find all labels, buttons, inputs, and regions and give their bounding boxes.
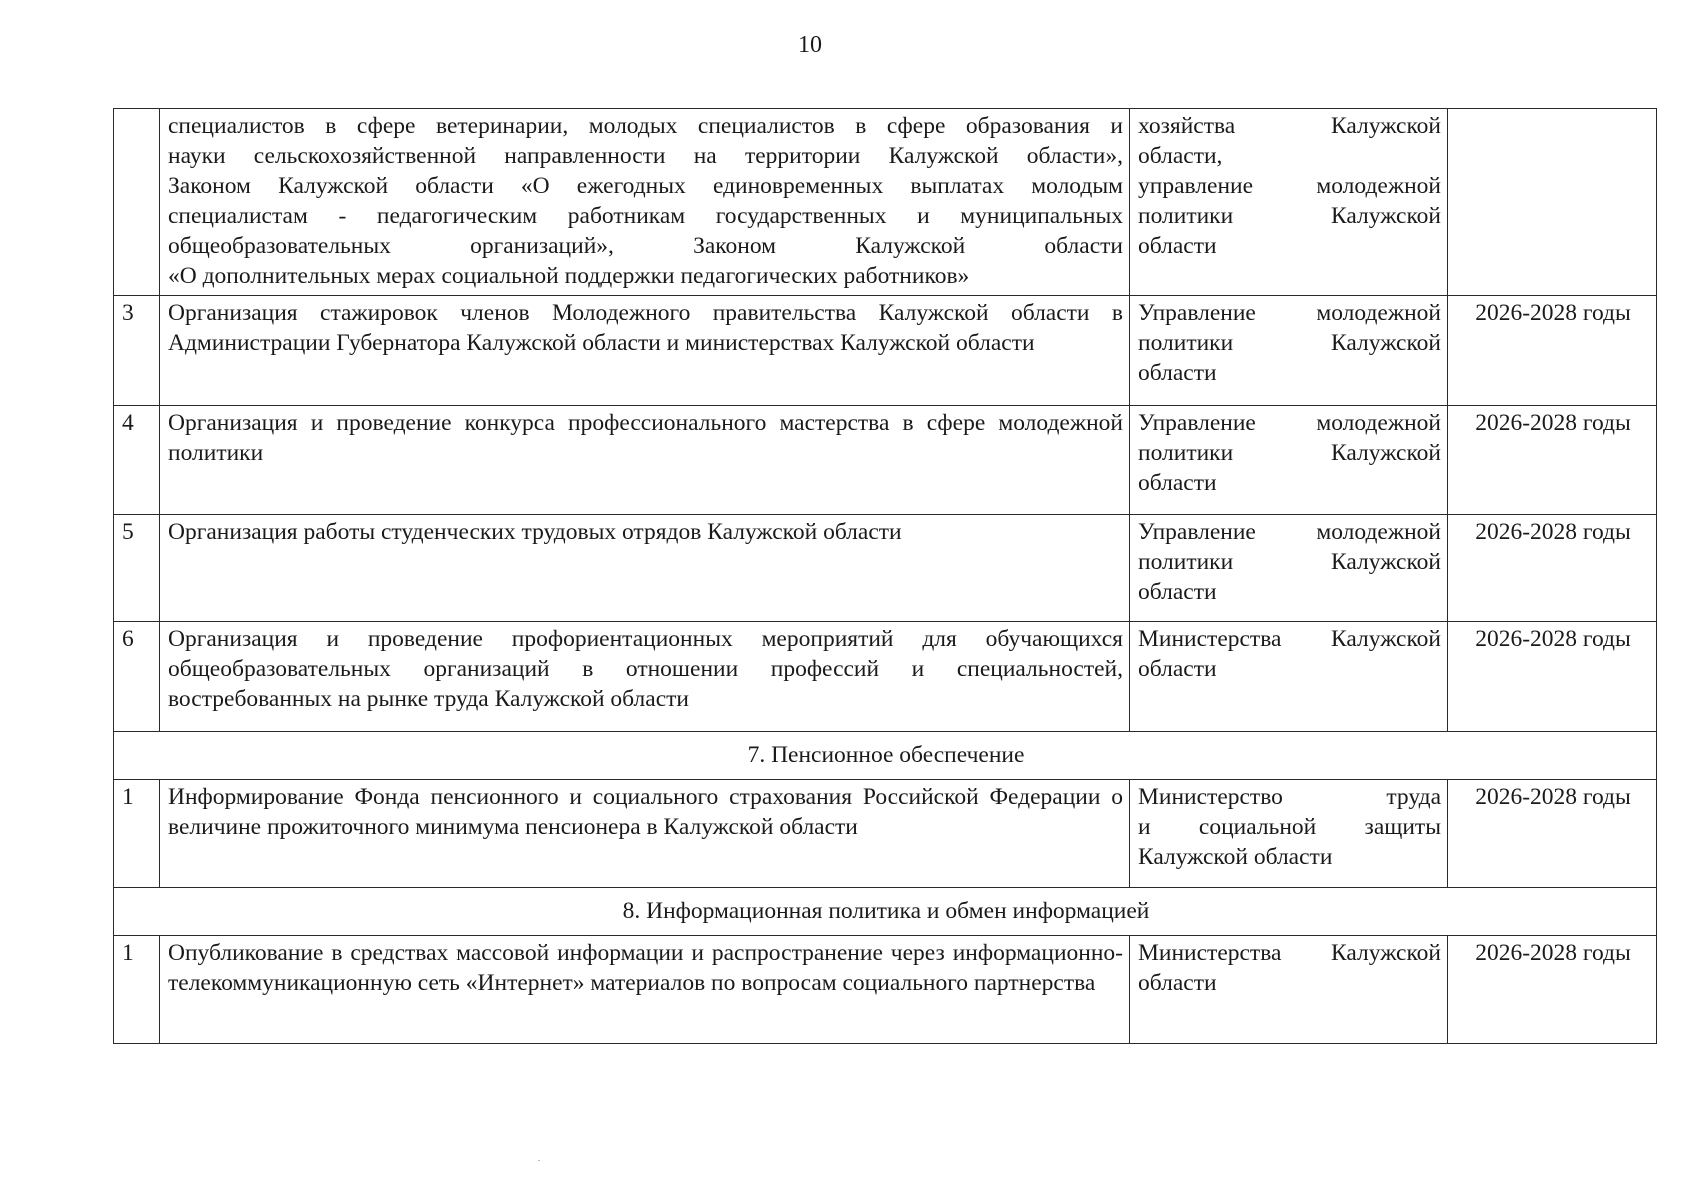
measure-description: [160, 109, 1130, 296]
description-line: специалистам - педагогическим работникам государственных и муниципальных: [168, 203, 1123, 229]
responsible-line: Управление молодежной: [1138, 300, 1441, 326]
responsible-executor: [1130, 936, 1448, 1044]
responsible-line: политики Калужской: [1138, 203, 1441, 229]
responsible-line: Управление молодежной: [1138, 410, 1441, 436]
responsible-line: Министерства Калужской: [1138, 940, 1441, 966]
responsible-line: области: [1138, 233, 1217, 259]
description-line: общеобразовательных организаций», Законом Калужской области: [168, 233, 1123, 259]
description-line: «О дополнительных мерах социальной поддержки педагогических работников»: [168, 263, 970, 289]
table-row: [114, 622, 1657, 732]
responsible-line: Калужской области: [1138, 844, 1333, 870]
execution-term: 2026-2028 годы: [1448, 515, 1657, 622]
measure-description: Информирование Фонда пенсионного и социального страхования Российской Федерации о величине прожиточного минимума пенсионера в Калужской области: [160, 780, 1130, 888]
table-row: [114, 406, 1657, 515]
row-number: [114, 109, 160, 296]
responsible-line: области: [1138, 470, 1217, 496]
table-row: [114, 780, 1657, 888]
section-heading-row: [114, 888, 1657, 936]
section-title: 8. Информационная политика и обмен информацией: [114, 888, 1657, 936]
row-number: 5: [114, 515, 160, 622]
page-number: 10: [798, 32, 822, 58]
responsible-line: Управление молодежной: [1138, 519, 1441, 545]
row-number: 4: [114, 406, 160, 515]
measures-table: [113, 108, 1657, 1044]
row-number: 3: [114, 296, 160, 406]
responsible-line: политики Калужской: [1138, 330, 1441, 356]
scan-speck: [538, 1160, 540, 1161]
description-line: науки сельскохозяйственной направленности на территории Калужской области»,: [168, 143, 1123, 169]
execution-term: 2026-2028 годы: [1448, 406, 1657, 515]
responsible-line: области: [1138, 579, 1217, 605]
execution-term: 2026-2028 годы: [1448, 622, 1657, 732]
table-row: [114, 109, 1657, 296]
execution-term: 2026-2028 годы: [1448, 936, 1657, 1044]
responsible-line: области,: [1138, 143, 1223, 169]
responsible-line: Министерство труда: [1138, 784, 1441, 810]
responsible-line: и социальной защиты: [1138, 814, 1441, 840]
description-line: специалистов в сфере ветеринарии, молодых специалистов в сфере образования и: [168, 113, 1123, 139]
table-row: [114, 936, 1657, 1044]
responsible-executor: [1130, 780, 1448, 888]
responsible-executor: [1130, 622, 1448, 732]
responsible-line: политики Калужской: [1138, 549, 1441, 575]
measure-description: Организация работы студенческих трудовых отрядов Калужской области: [160, 515, 1130, 622]
measure-description: Опубликование в средствах массовой информации и распространение через информационно-телекоммуникационную сеть «Интернет» материалов по вопросам социального партнерства: [160, 936, 1130, 1044]
measure-description: Организация и проведение конкурса профессионального мастерства в сфере молодежной политики: [160, 406, 1130, 515]
responsible-executor: [1130, 296, 1448, 406]
execution-term: 2026-2028 годы: [1448, 780, 1657, 888]
responsible-executor: [1130, 515, 1448, 622]
row-number: 6: [114, 622, 160, 732]
row-number: 1: [114, 936, 160, 1044]
section-heading-row: [114, 732, 1657, 780]
section-title: 7. Пенсионное обеспечение: [114, 732, 1657, 780]
table-row: [114, 515, 1657, 622]
responsible-line: управление молодежной: [1138, 173, 1441, 199]
responsible-line: хозяйства Калужской: [1138, 113, 1441, 139]
description-line: Законом Калужской области «О ежегодных единовременных выплатах молодым: [168, 173, 1123, 199]
responsible-line: области: [1138, 360, 1217, 386]
responsible-line: Министерства Калужской: [1138, 626, 1441, 652]
measure-description: Организация стажировок членов Молодежного правительства Калужской области в Администрации Губернатора Калужской области и министерствах Калужской области: [160, 296, 1130, 406]
responsible-line: области: [1138, 656, 1217, 682]
table-row: [114, 296, 1657, 406]
responsible-line: политики Калужской: [1138, 440, 1441, 466]
responsible-executor: [1130, 109, 1448, 296]
responsible-line: области: [1138, 970, 1217, 996]
responsible-executor: [1130, 406, 1448, 515]
measure-description: Организация и проведение профориентационных мероприятий для обучающихся общеобразовательных организаций в отношении профессий и специальностей, востребованных на рынке труда Калужской области: [160, 622, 1130, 732]
execution-term: [1448, 109, 1657, 296]
execution-term: 2026-2028 годы: [1448, 296, 1657, 406]
row-number: 1: [114, 780, 160, 888]
